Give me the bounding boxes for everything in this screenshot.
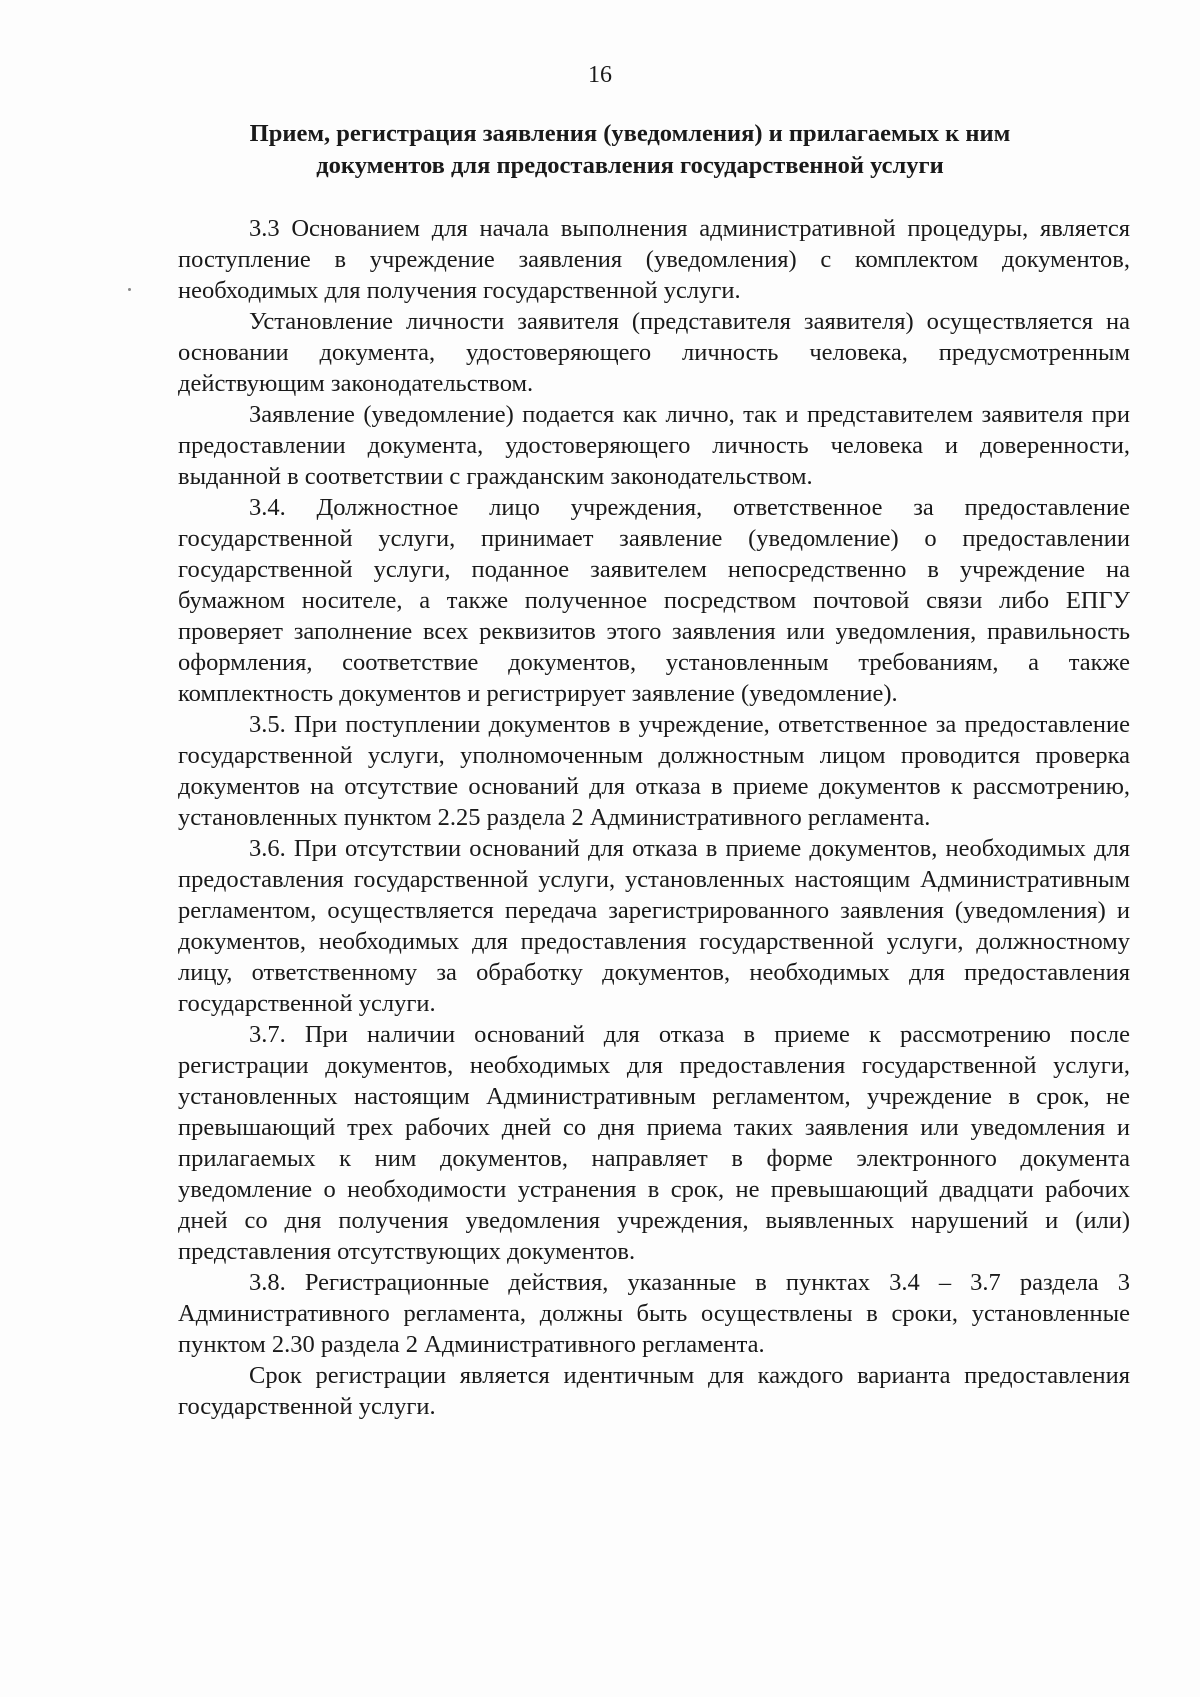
- section-title: Прием, регистрация заявления (уведомления) и прилагаемых к ним документов для предоставления государственной услуги: [249, 120, 1011, 179]
- paragraph: 3.8. Регистрационные действия, указанные в пунктах 3.4 – 3.7 раздела 3 Административного регламента, должны быть осуществлены в сроки, установленные пунктом 2.30 раздела 2 Административного регламента.: [178, 1269, 1130, 1358]
- paragraph: Срок регистрации является идентичным для каждого варианта предоставления государственной услуги.: [178, 1362, 1130, 1420]
- paragraph: 3.5. При поступлении документов в учреждение, ответственное за предоставление государственной услуги, уполномоченным должностным лицом проводится проверка документов на отсутствие оснований для отказа в приеме документов к рассмотрению, установленных пунктом 2.25 раздела 2 Административного регламента.: [178, 711, 1130, 831]
- paragraph: 3.7. При наличии оснований для отказа в приеме к рассмотрению после регистрации документов, необходимых для предоставления государственной услуги, установленных настоящим Административным регламентом, учреждение в срок, не превышающий трех рабочих дней со дня приема таких заявления или уведомления и прилагаемых к ним документов, направляет в форме электронного документа уведомление о необходимости устранения в срок, не превышающий двадцати рабочих дней со дня получения уведомления учреждения, выявленных нарушений и (или) представления отсутствующих документов.: [178, 1021, 1130, 1265]
- paragraph: 3.3 Основанием для начала выполнения административной процедуры, является поступление в учреждение заявления (уведомления) с комплектом документов, необходимых для получения государственной услуги.: [178, 215, 1130, 304]
- page-number: 16: [588, 62, 612, 88]
- paragraph: Заявление (уведомление) подается как лично, так и представителем заявителя при предоставлении документа, удостоверяющего личность человека и доверенности, выданной в соответствии с гражданским законодательством.: [178, 401, 1130, 490]
- paragraph: 3.6. При отсутствии оснований для отказа в приеме документов, необходимых для предоставления государственной услуги, установленных настоящим Административным регламентом, осуществляется передача зарегистрированного заявления (уведомления) и документов, необходимых для предоставления государственной услуги, должностному лицу, ответственному за обработку документов, необходимых для предоставления государственной услуги.: [178, 835, 1130, 1017]
- document-body: [178, 213, 1130, 1422]
- scan-speck: [128, 288, 131, 291]
- paragraph: Установление личности заявителя (представителя заявителя) осуществляется на основании документа, удостоверяющего личность человека, предусмотренным действующим законодательством.: [178, 308, 1130, 397]
- paragraph: 3.4. Должностное лицо учреждения, ответственное за предоставление государственной услуги, принимает заявление (уведомление) о предоставлении государственной услуги, поданное заявителем непосредственно в учреждение на бумажном носителе, а также полученное посредством почтовой связи либо ЕПГУ проверяет заполнение всех реквизитов этого заявления или уведомления, правильность оформления, соответствие документов, установленным требованиям, а также комплектность документов и регистрирует заявление (уведомление).: [178, 494, 1130, 707]
